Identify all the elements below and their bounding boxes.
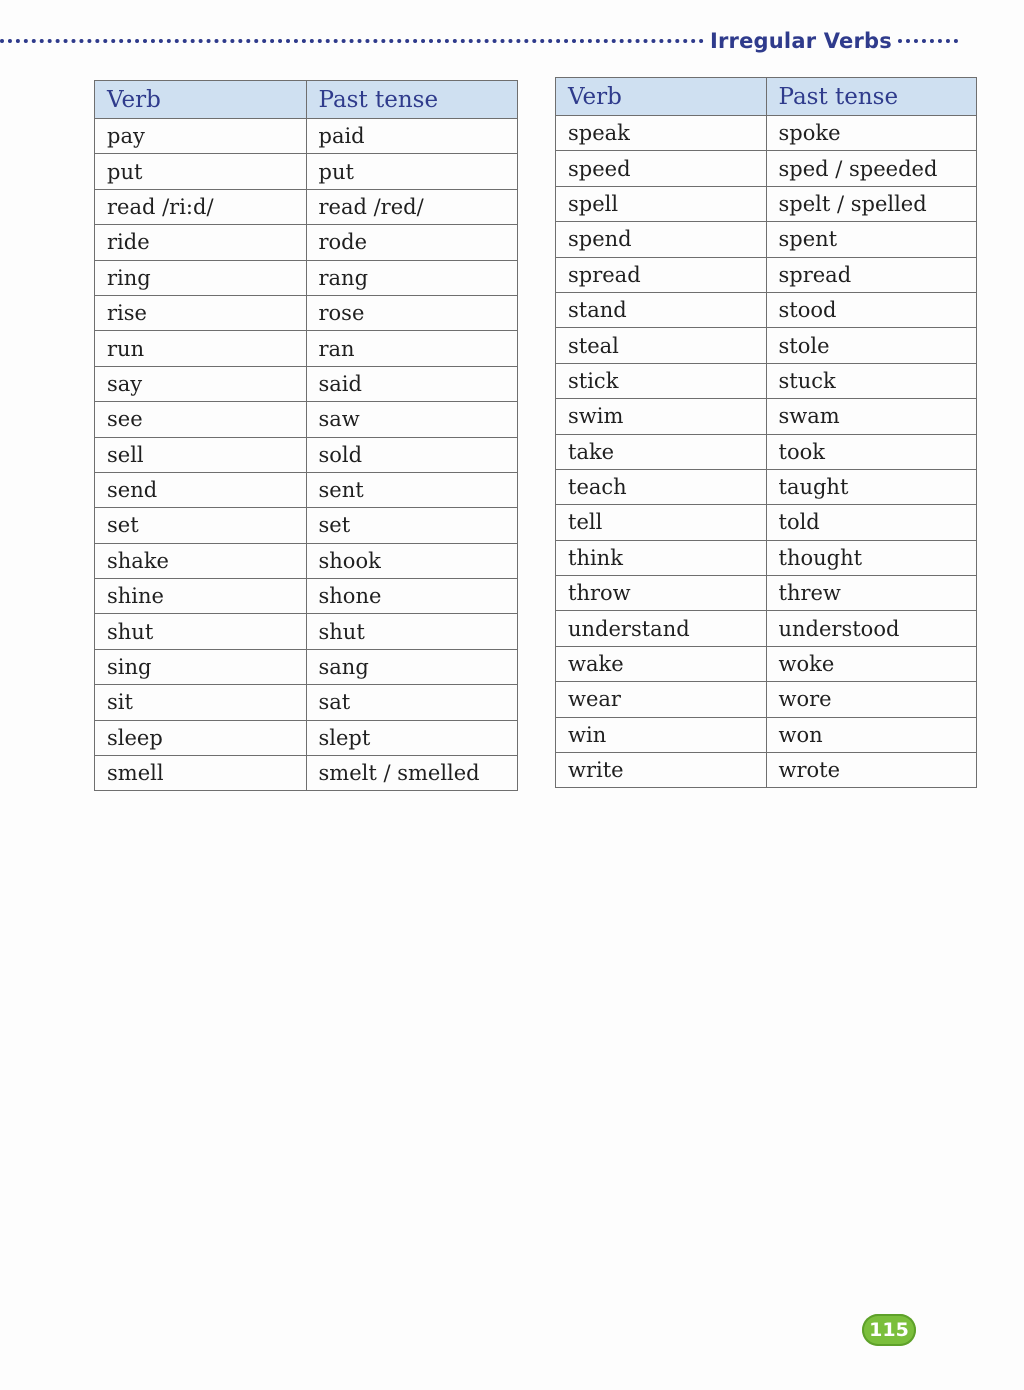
verb-cell: sleep <box>95 720 307 755</box>
verb-cell: write <box>556 753 767 788</box>
verb-cell: sit <box>95 685 307 720</box>
verb-cell: rise <box>95 295 307 330</box>
verb-cell: set <box>95 508 307 543</box>
past-tense-cell: rode <box>306 225 518 260</box>
past-tense-cell: spread <box>766 257 977 292</box>
table-row <box>556 328 977 363</box>
past-tense-cell: understood <box>766 611 977 646</box>
past-tense-cell: spelt / spelled <box>766 186 977 221</box>
verb-cell: ride <box>95 225 307 260</box>
past-tense-cell: swam <box>766 399 977 434</box>
table-row <box>556 469 977 504</box>
past-tense-cell: taught <box>766 469 977 504</box>
past-tense-cell: threw <box>766 576 977 611</box>
table-row <box>556 292 977 327</box>
past-tense-cell: thought <box>766 540 977 575</box>
verb-cell: send <box>95 472 307 507</box>
table-row <box>95 260 518 295</box>
table-row <box>95 756 518 791</box>
table-row <box>556 717 977 752</box>
past-tense-cell: smelt / smelled <box>306 756 518 791</box>
past-tense-cell: sold <box>306 437 518 472</box>
past-tense-cell: saw <box>306 402 518 437</box>
column-header-verb: Verb <box>556 78 767 116</box>
verb-cell: stick <box>556 363 767 398</box>
table-row <box>556 505 977 540</box>
past-tense-cell: sang <box>306 649 518 684</box>
header-dotted-rule-tail <box>898 39 958 43</box>
verb-cell: understand <box>556 611 767 646</box>
past-tense-cell: spent <box>766 222 977 257</box>
column-header-past-tense: Past tense <box>766 78 977 116</box>
table-row <box>95 472 518 507</box>
verb-cell: spread <box>556 257 767 292</box>
past-tense-cell: read /red/ <box>306 189 518 224</box>
past-tense-cell: rose <box>306 295 518 330</box>
verb-cell: throw <box>556 576 767 611</box>
header-dotted-rule <box>0 39 704 43</box>
table-header-row <box>556 78 977 116</box>
past-tense-cell: took <box>766 434 977 469</box>
table-row <box>95 614 518 649</box>
past-tense-cell: wrote <box>766 753 977 788</box>
column-header-past-tense: Past tense <box>306 81 518 119</box>
page-header <box>0 28 958 54</box>
table-row <box>95 579 518 614</box>
table-row <box>556 186 977 221</box>
verb-cell: see <box>95 402 307 437</box>
past-tense-cell: paid <box>306 119 518 154</box>
verb-cell: run <box>95 331 307 366</box>
table-row <box>95 437 518 472</box>
table-row <box>556 540 977 575</box>
verb-table-left-body <box>95 119 518 791</box>
page-number-badge: 115 <box>862 1314 916 1346</box>
table-header-row <box>95 81 518 119</box>
past-tense-cell: shut <box>306 614 518 649</box>
verb-cell: wear <box>556 682 767 717</box>
past-tense-cell: won <box>766 717 977 752</box>
table-row <box>556 576 977 611</box>
verb-cell: think <box>556 540 767 575</box>
table-row <box>556 363 977 398</box>
table-row <box>556 151 977 186</box>
verb-cell: shake <box>95 543 307 578</box>
past-tense-cell: sped / speeded <box>766 151 977 186</box>
past-tense-cell: shook <box>306 543 518 578</box>
past-tense-cell: stood <box>766 292 977 327</box>
past-tense-cell: put <box>306 154 518 189</box>
table-row <box>556 399 977 434</box>
past-tense-cell: sat <box>306 685 518 720</box>
verb-cell: wake <box>556 646 767 681</box>
table-row <box>95 189 518 224</box>
verb-cell: tell <box>556 505 767 540</box>
past-tense-cell: rang <box>306 260 518 295</box>
verb-cell: read /ri:d/ <box>95 189 307 224</box>
past-tense-cell: woke <box>766 646 977 681</box>
verb-cell: take <box>556 434 767 469</box>
past-tense-cell: shone <box>306 579 518 614</box>
table-row <box>95 366 518 401</box>
past-tense-cell: sent <box>306 472 518 507</box>
verb-cell: win <box>556 717 767 752</box>
verb-cell: swim <box>556 399 767 434</box>
verb-cell: shut <box>95 614 307 649</box>
past-tense-cell: slept <box>306 720 518 755</box>
verb-cell: ring <box>95 260 307 295</box>
verb-cell: spell <box>556 186 767 221</box>
table-row <box>95 331 518 366</box>
past-tense-cell: said <box>306 366 518 401</box>
past-tense-cell: stole <box>766 328 977 363</box>
verb-cell: smell <box>95 756 307 791</box>
verb-cell: pay <box>95 119 307 154</box>
table-row <box>95 154 518 189</box>
verb-cell: put <box>95 154 307 189</box>
page-title: Irregular Verbs <box>709 29 892 53</box>
past-tense-cell: spoke <box>766 116 977 151</box>
table-row <box>95 119 518 154</box>
table-row <box>556 116 977 151</box>
table-row <box>556 611 977 646</box>
verb-cell: stand <box>556 292 767 327</box>
table-row <box>556 646 977 681</box>
verb-table-right <box>555 77 977 788</box>
table-row <box>95 225 518 260</box>
verb-cell: shine <box>95 579 307 614</box>
verb-cell: sing <box>95 649 307 684</box>
table-row <box>95 543 518 578</box>
table-row <box>556 257 977 292</box>
table-row <box>556 434 977 469</box>
table-row <box>95 720 518 755</box>
table-row <box>95 508 518 543</box>
verb-cell: spend <box>556 222 767 257</box>
past-tense-cell: told <box>766 505 977 540</box>
past-tense-cell: stuck <box>766 363 977 398</box>
table-row <box>95 295 518 330</box>
verb-cell: steal <box>556 328 767 363</box>
past-tense-cell: wore <box>766 682 977 717</box>
table-row <box>95 649 518 684</box>
verb-cell: speak <box>556 116 767 151</box>
verb-cell: say <box>95 366 307 401</box>
table-row <box>95 685 518 720</box>
past-tense-cell: ran <box>306 331 518 366</box>
verb-table-right-body <box>556 116 977 788</box>
verb-cell: speed <box>556 151 767 186</box>
verb-table-left <box>94 80 518 791</box>
table-row <box>95 402 518 437</box>
verb-cell: teach <box>556 469 767 504</box>
verb-cell: sell <box>95 437 307 472</box>
past-tense-cell: set <box>306 508 518 543</box>
table-row <box>556 222 977 257</box>
table-row <box>556 753 977 788</box>
table-row <box>556 682 977 717</box>
column-header-verb: Verb <box>95 81 307 119</box>
